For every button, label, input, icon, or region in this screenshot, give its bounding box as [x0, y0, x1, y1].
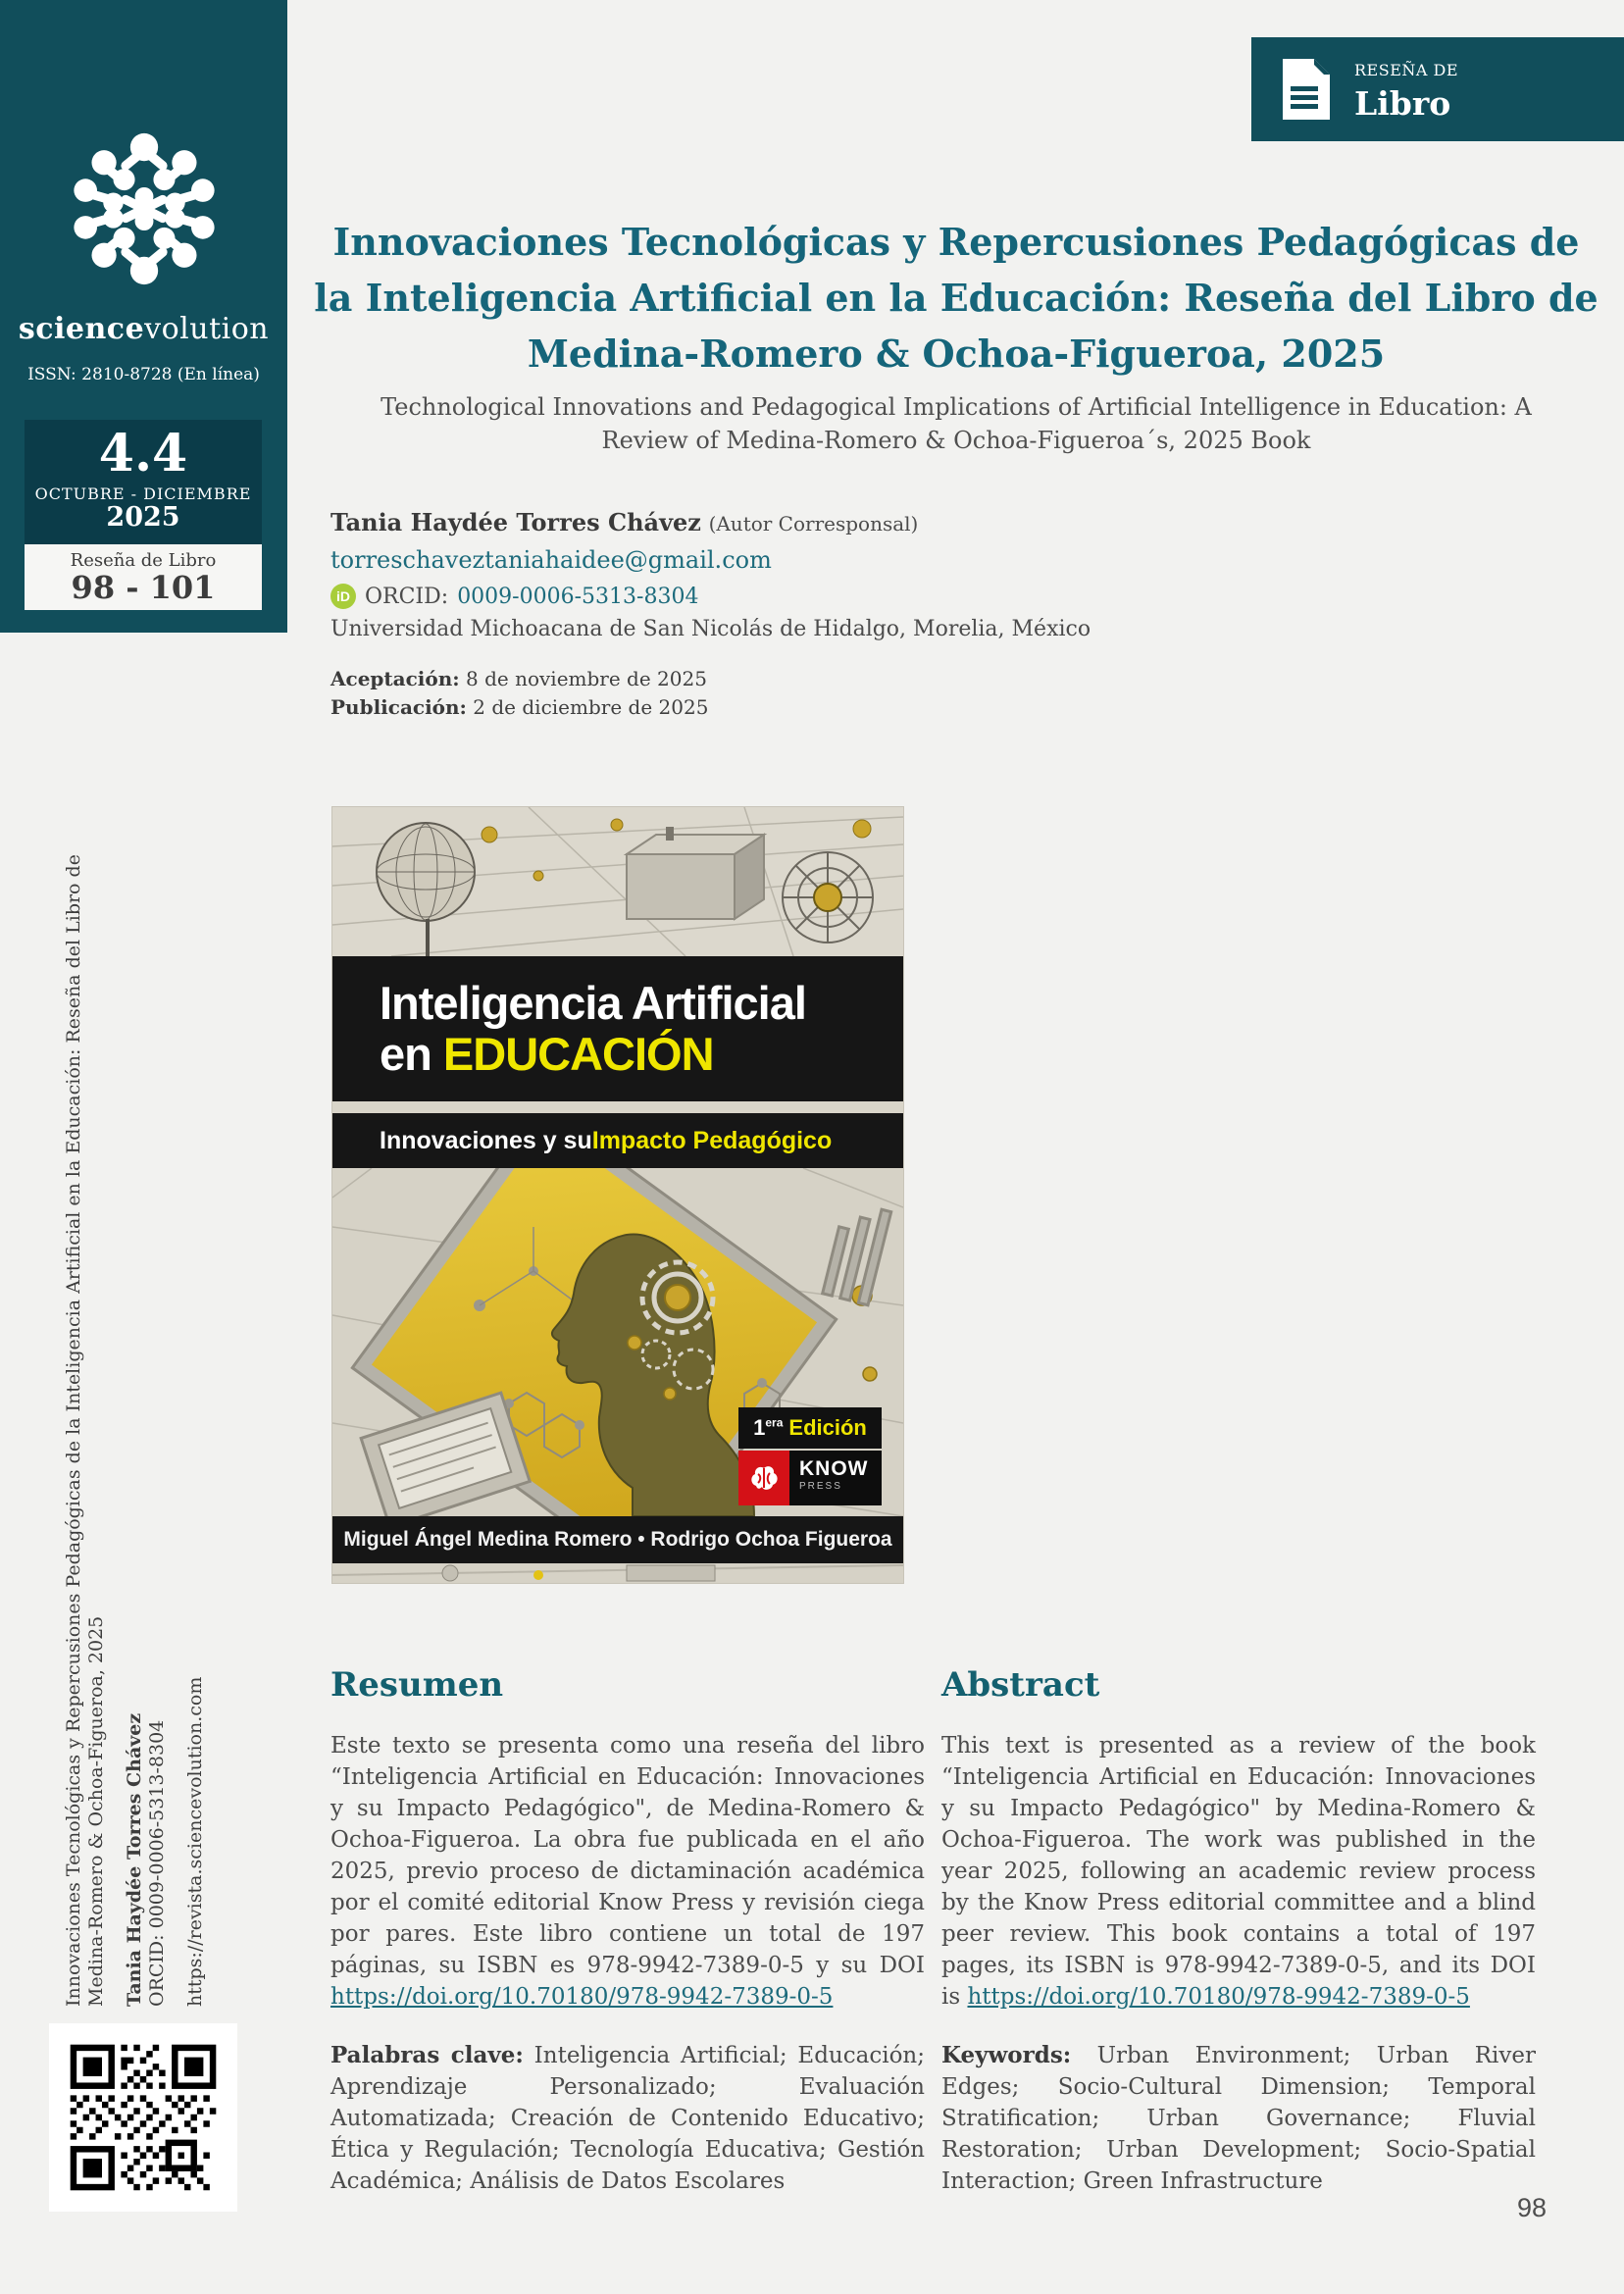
vertical-author: Tania Haydée Torres Chávez [124, 1712, 145, 2007]
resumen-text: Este texto se presenta como una reseña del libro “Inteligencia Artificial en Educación: Innovaciones y su Impacto Pedagógico", de Medina-Romero & Ochoa-Figueroa. La obra fue publicada en el año 2025, previo proceso de dictaminación académica por el comité editorial Know Press y revisión ciega por pares. Este libro contiene un total de 197 páginas, su ISBN es 978-9942-7389-0-5 y su DOI [330, 1733, 925, 1978]
author-email-link[interactable]: torreschaveztaniahaidee@gmail.com [330, 546, 772, 574]
issue-year: 2025 [106, 502, 180, 533]
abstract-heading: Abstract [941, 1665, 1100, 1705]
abstract-section [941, 1665, 1536, 2197]
author-block [330, 508, 1091, 641]
abstract-body [941, 1730, 1536, 2013]
journal-sidebar [0, 0, 287, 633]
qr-code [49, 2023, 237, 2212]
abstract-text: This text is presented as a review of the book “Inteligencia Artificial en Educación: Innovaciones y su Impacto Pedagógico" by Medina-Romero & Ochoa-Figueroa. The work was published in the year 2025, following an academic review process by the Know Press editorial committee and a blind peer review. This book contains a total of 197 pages, its ISBN is 978-9942-7389-0-5, and its DOI is [941, 1733, 1536, 2010]
document-icon [1279, 59, 1330, 120]
cover-art-bottom [332, 1563, 903, 1583]
resumen-heading: Resumen [330, 1665, 504, 1705]
book-cover-image [332, 807, 903, 1583]
palabras-clave-list: Inteligencia Artificial; Educación; Aprendizaje Personalizado; Evaluación Automatizada; Creación de Contenido Educativo; Ética y Regulación; Tecnología Educativa; Gestión Académica; Análisis de Datos Escolares [330, 2043, 925, 2194]
vertical-article-meta [63, 854, 207, 2007]
cover-title-line2 [380, 1029, 903, 1080]
cover-authors-strip: Miguel Ángel Medina Romero • Rodrigo Ochoa Figueroa [332, 1516, 903, 1563]
published-line [330, 693, 708, 722]
badge-label: Libro [1354, 84, 1451, 123]
resumen-doi-link[interactable]: https://doi.org/10.70180/978-9942-7389-0-5 [330, 1984, 834, 2010]
abstract-doi-link[interactable]: https://doi.org/10.70180/978-9942-7389-0-5 [967, 1984, 1470, 2010]
publisher-sub: PRESS [799, 1481, 842, 1492]
article-title-en: Technological Innovations and Pedagogical Implications of Artificial Intelligence in Education: A Review of Medina-Romero & Ochoa-Figueroa´s, 2025 Book [381, 393, 1532, 454]
resumen-section [330, 1665, 925, 2197]
vertical-journal-url: https://revista.sciencevolution.com [184, 1676, 206, 2007]
accepted-label: Aceptación: [330, 667, 460, 690]
brand-light: volution [144, 312, 270, 346]
issue-period: OCTUBRE - DICIEMBRE [34, 484, 252, 503]
edition-number: $1^{era}$ [753, 1415, 784, 1440]
sciencevolution-logo-icon [67, 126, 222, 292]
orcid-label: ORCID: [365, 584, 449, 609]
author-name: Tania Haydée Torres Chávez [330, 508, 701, 536]
issue-number: 4.4 [98, 424, 188, 484]
vertical-title-line2: Medina-Romero & Ochoa-Figueroa, 2025 [85, 1615, 107, 2007]
orcid-icon: iD [330, 584, 356, 609]
publisher-wordmark [789, 1451, 882, 1505]
pages-range: 98 - 101 [71, 569, 216, 606]
publisher-name: KNOW [799, 1457, 869, 1480]
published-label: Publicación: [330, 695, 467, 719]
cover-title2-prefix: en [380, 1028, 443, 1080]
author-role: (Autor Corresponsal) [708, 512, 919, 535]
author-affiliation: Universidad Michoacana de San Nicolás de Hidalgo, Morelia, México [330, 617, 1091, 641]
cover-subtitle-prefix: Innovaciones y su [380, 1126, 592, 1154]
cover-title: Inteligencia Artificial [380, 977, 806, 1029]
resumen-body [330, 1730, 925, 2013]
vertical-title-line1: Innovaciones Tecnológicas y Repercusiones Pedagógicas de la Inteligencia Artificial en la Educación: Reseña del Libro de [63, 854, 84, 2007]
brand-bold: science [18, 312, 145, 346]
keywords [941, 2040, 1536, 2197]
page-number: 98 [1516, 2193, 1548, 2222]
palabras-clave-label: Palabras clave: [330, 2042, 524, 2068]
orcid-line [330, 584, 1091, 609]
edition-word: Edición [788, 1415, 867, 1440]
palabras-clave [330, 2040, 925, 2197]
keywords-label: Keywords: [941, 2042, 1072, 2068]
cover-art-top [332, 807, 903, 956]
edition-badge [738, 1407, 882, 1449]
article-type-label: Reseña de Libro [70, 550, 217, 571]
publisher-brain-icon [738, 1451, 789, 1505]
orcid-id-link[interactable]: 0009-0006-5313-8304 [457, 584, 699, 609]
author-email-line [330, 546, 1091, 574]
issn-text: ISSN: 2810-8728 (En línea) [27, 365, 260, 384]
vertical-orcid: ORCID: 0009-0006-5313-8304 [146, 1719, 168, 2007]
issue-box [25, 420, 262, 544]
badge-kicker: RESEÑA DE [1354, 61, 1459, 79]
journal-brand [0, 312, 287, 346]
author-line [330, 508, 1091, 536]
cover-subtitle-strip [332, 1113, 903, 1168]
pages-box [25, 544, 262, 610]
cover-subtitle-highlight: Impacto Pedagógico [591, 1126, 833, 1154]
keywords-list: Urban Environment; Urban River Edges; Socio-Cultural Dimension; Temporal Stratification; Urban Governance; Fluvial Restoration; Urban Development; Socio-Spatial Interaction; Green Infrastructure [941, 2043, 1536, 2194]
published-value: 2 de diciembre de 2025 [473, 695, 709, 719]
publisher-logo [738, 1451, 882, 1505]
article-dates [330, 665, 708, 722]
accepted-line [330, 665, 708, 693]
cover-title2-highlight: EDUCACIÓN [442, 1028, 714, 1080]
cover-title-band [332, 956, 903, 1101]
accepted-value: 8 de noviembre de 2025 [466, 667, 707, 690]
article-title-es: Innovaciones Tecnológicas y Repercusiones Pedagógicas de la Inteligencia Artificial en la Educación: Reseña del Libro de Medina-Romero & Ochoa-Figueroa, 2025 [314, 220, 1599, 376]
article-type-badge [1251, 37, 1624, 141]
